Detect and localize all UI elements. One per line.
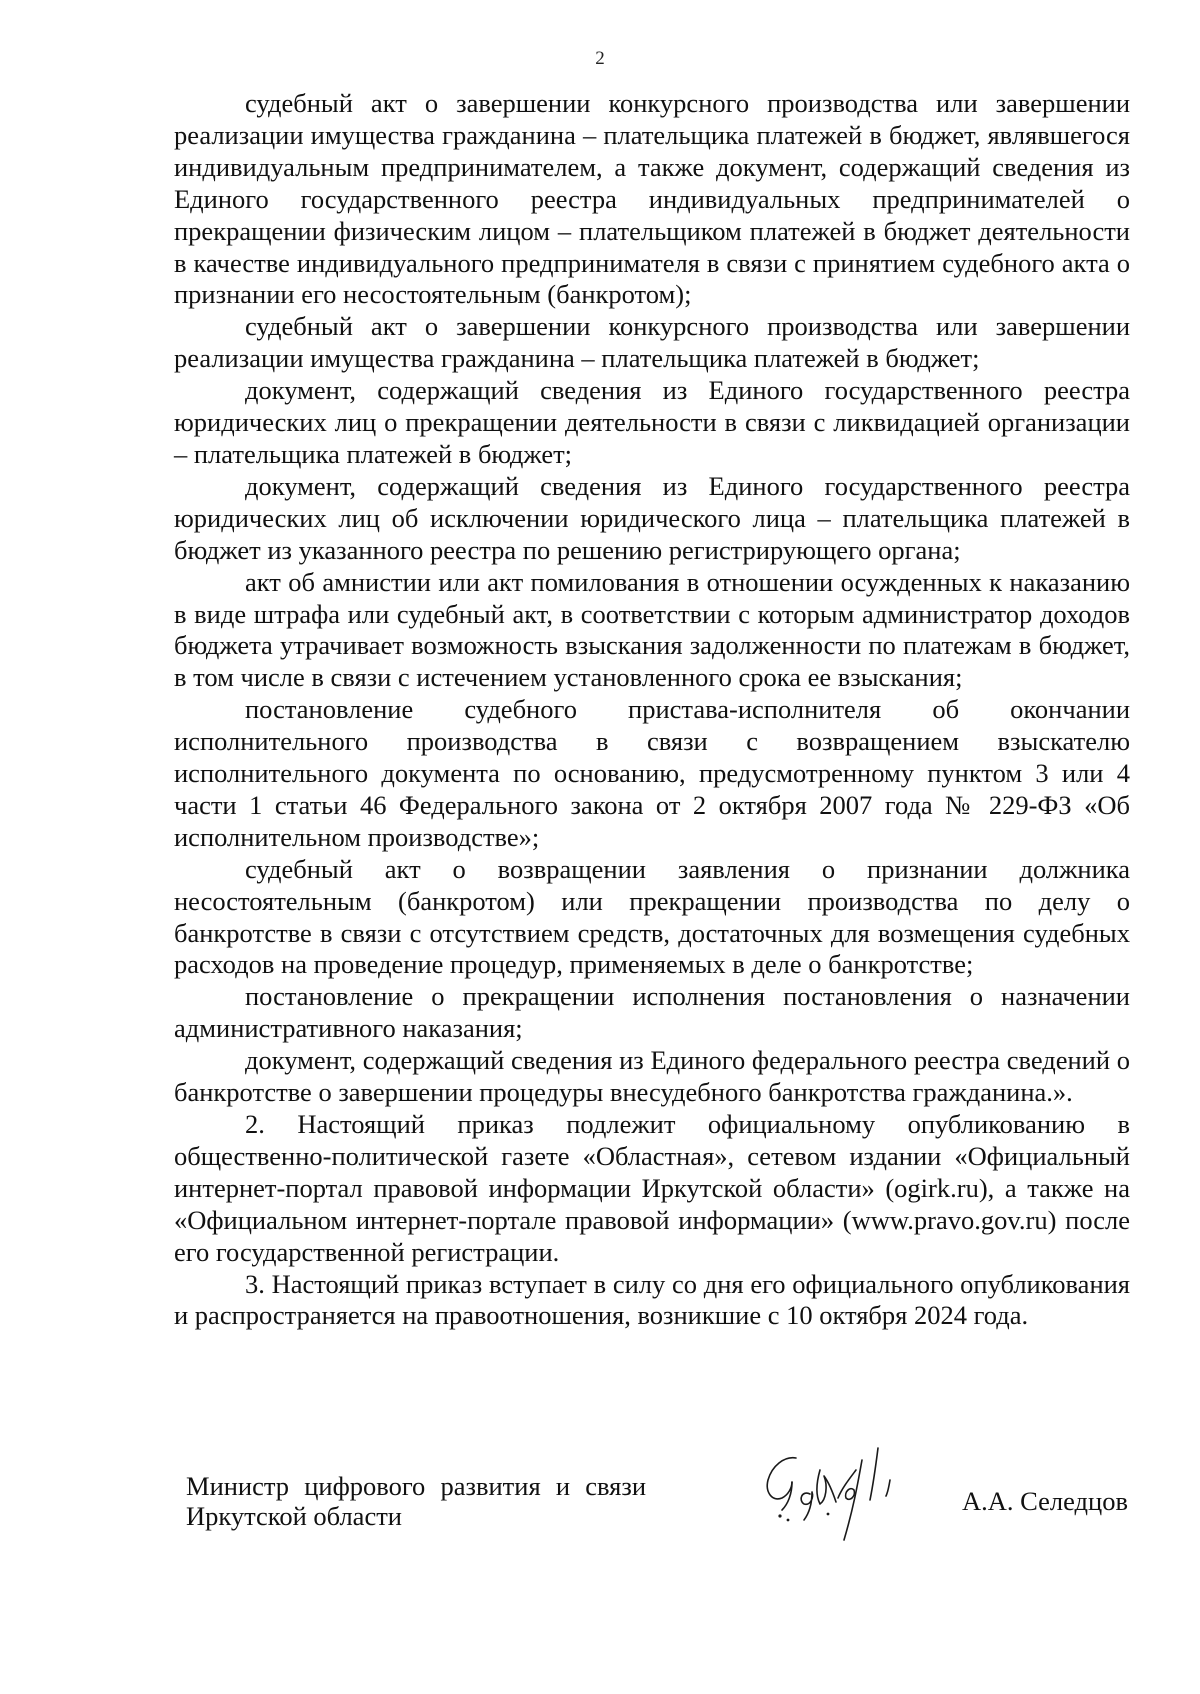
paragraph-amnesty: акт об амнистии или акт помилования в отношении осужденных к наказанию в виде штрафа или судебный акт, в соответствии с которым администратор доходов бюджета утрачивает возможность взыскания задолженности по платежам в бюджет, в том числе в связи с истечением установленного срока ее взыскания; xyxy=(174,566,1130,693)
paragraph-entry-into-force: 3. Настоящий приказ вступает в силу со дня его официального опубликования и распространяется на правоотношения, возникшие с 10 октября 2024 года. xyxy=(174,1268,1130,1331)
paragraph-exclusion: документ, содержащий сведения из Единого государственного реестра юридических лиц об исключении юридического лица – плательщика платежей в бюджет из указанного реестра по решению регистрирующего органа; xyxy=(174,470,1130,565)
paragraph-extrajudicial-bankruptcy: документ, содержащий сведения из Единого федерального реестра сведений о банкротстве о завершении процедуры внесудебного банкротства гражданина.». xyxy=(174,1045,1130,1108)
signatory-position-line2: Иркутской области xyxy=(186,1501,402,1531)
document-body xyxy=(174,88,1130,1332)
paragraph-bankruptcy-ip: судебный акт о завершении конкурсного производства или завершении реализации имущества гражданина – плательщика платежей в бюджет, являвшегося индивидуальным предпринимателем, а также документ, содержащий сведения из Единого государственного реестра индивидуальных предпринимателей о прекращении физическим лицом – плательщиком платежей в бюджет деятельности в качестве индивидуального предпринимателя в связи с принятием судебного акта о признании его несостоятельным (банкротом); xyxy=(174,88,1130,310)
signatory-name: А.А. Селедцов xyxy=(962,1486,1128,1516)
handwritten-signature xyxy=(758,1440,908,1550)
paragraph-termination-of-enforcement: постановление о прекращении исполнения постановления о назначении административного наказания; xyxy=(174,981,1130,1044)
paragraph-publication: 2. Настоящий приказ подлежит официальному опубликованию в общественно-политической газете «Областная», сетевом издании «Официальный интернет-портал правовой информации Иркутской области» (ogirk.ru), а также на «Официальном интернет-портале правовой информации» (www.pravo.gov.ru) после его государственной регистрации. xyxy=(174,1109,1130,1267)
paragraph-return-of-application: судебный акт о возвращении заявления о признании должника несостоятельным (банкротом) или прекращении производства по делу о банкротстве в связи с отсутствием средств, достаточных для возмещения судебных расходов на проведение процедур, применяемых в деле о банкротстве; xyxy=(174,853,1130,980)
paragraph-bailiff-resolution: постановление судебного пристава-исполнителя об окончании исполнительного производства в связи с возвращением взыскателю исполнительного документа по основанию, предусмотренному пунктом 3 или 4 части 1 статьи 46 Федерального закона от 2 октября 2007 года № 229-ФЗ «Об исполнительном производстве»; xyxy=(174,694,1130,852)
signatory-position xyxy=(186,1471,646,1531)
signatory-position-line1: Министр цифрового развития и связи xyxy=(186,1471,646,1501)
page-number: 2 xyxy=(595,48,605,69)
paragraph-bankruptcy-citizen: судебный акт о завершении конкурсного производства или завершении реализации имущества гражданина – плательщика платежей в бюджет; xyxy=(174,311,1130,374)
paragraph-liquidation: документ, содержащий сведения из Единого государственного реестра юридических лиц о прекращении деятельности в связи с ликвидацией организации – плательщика платежей в бюджет; xyxy=(174,375,1130,469)
